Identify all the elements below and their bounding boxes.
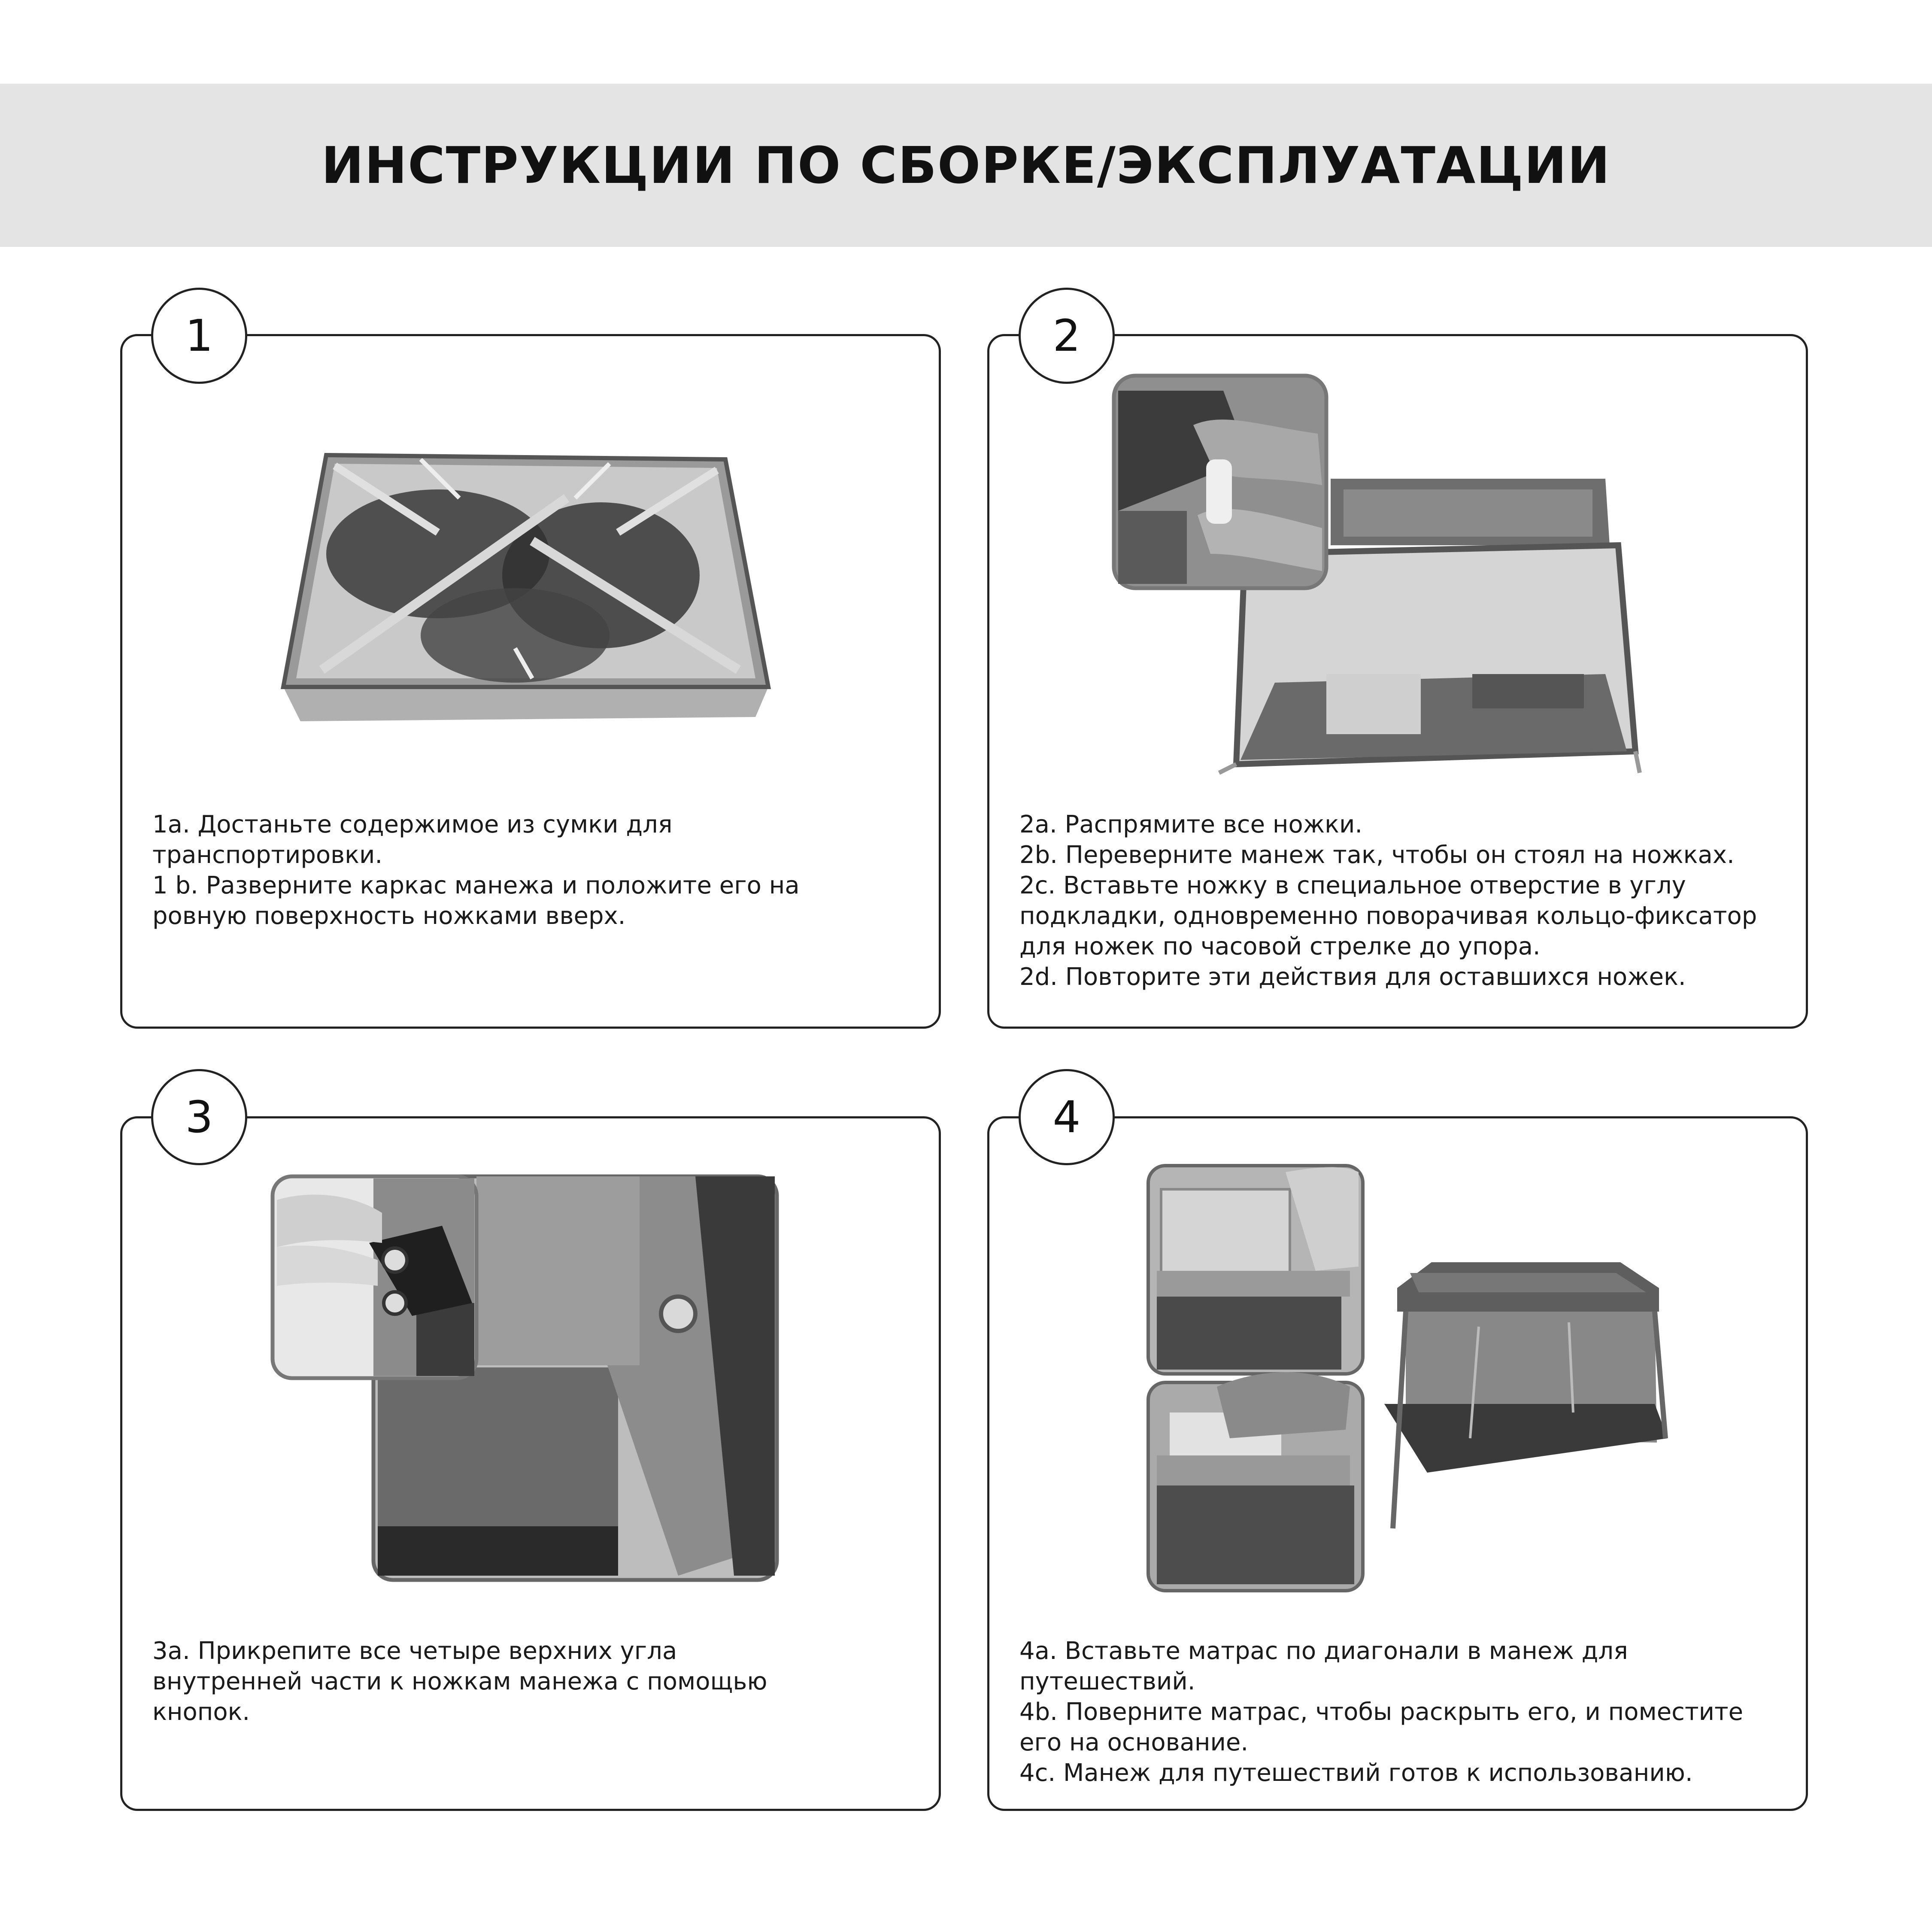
step-1-line-4: ровную поверхность ножками вверх. (152, 902, 626, 930)
step-3-line-3: кнопок. (152, 1698, 250, 1726)
step-2-number: 2 (1019, 288, 1115, 384)
step-2-line-4: подкладки, одновременно поворачивая кольцо-фиксатор (1019, 902, 1757, 930)
step-4-illustration (1144, 1163, 1672, 1593)
step-3-illustration (270, 1174, 781, 1582)
step-2-line-2: 2b. Переверните манеж так, чтобы он стоял на ножках. (1019, 841, 1735, 869)
step-1-number: 1 (151, 288, 247, 384)
step-4-line-3: 4b. Поверните матрас, чтобы раскрыть его, и поместите (1019, 1698, 1744, 1726)
step-1-text (152, 809, 800, 931)
step-2-line-6: 2d. Повторите эти действия для оставшихся ножек. (1019, 963, 1686, 991)
step-2-line-3: 2c. Вставьте ножку в специальное отверстие в углу (1019, 872, 1686, 899)
step-4-text (1019, 1636, 1743, 1788)
step-1-illustration (275, 447, 773, 726)
step-2-line-1: 2a. Распрямите все ножки. (1019, 811, 1363, 838)
step-4-number: 4 (1019, 1069, 1115, 1165)
step-4-line-5: 4c. Манеж для путешествий готов к использованию. (1019, 1759, 1693, 1787)
step-2-illustration (1112, 374, 1644, 781)
step-4-line-2: путешествий. (1019, 1668, 1195, 1695)
page-title: ИНСТРУКЦИИ ПО СБОРКЕ/ЭКСПЛУАТАЦИИ (321, 136, 1611, 195)
step-4-line-4: его на основание. (1019, 1728, 1249, 1756)
step-2-text (1019, 809, 1757, 992)
step-1-line-3: 1 b. Разверните каркас манежа и положите его на (152, 872, 800, 899)
step-1-line-1: 1a. Достаньте содержимое из сумки для (152, 811, 673, 838)
step-4-line-1: 4a. Вставьте матрас по диагонали в манеж для (1019, 1637, 1628, 1665)
step-3-number: 3 (151, 1069, 247, 1165)
step-3-line-2: внутренней части к ножкам манежа с помощью (152, 1668, 767, 1695)
step-3-text (152, 1636, 767, 1727)
step-3-line-1: 3a. Прикрепите все четыре верхних угла (152, 1637, 677, 1665)
step-2-line-5: для ножек по часовой стрелке до упора. (1019, 933, 1541, 960)
step-1-line-2: транспортировки. (152, 841, 383, 869)
